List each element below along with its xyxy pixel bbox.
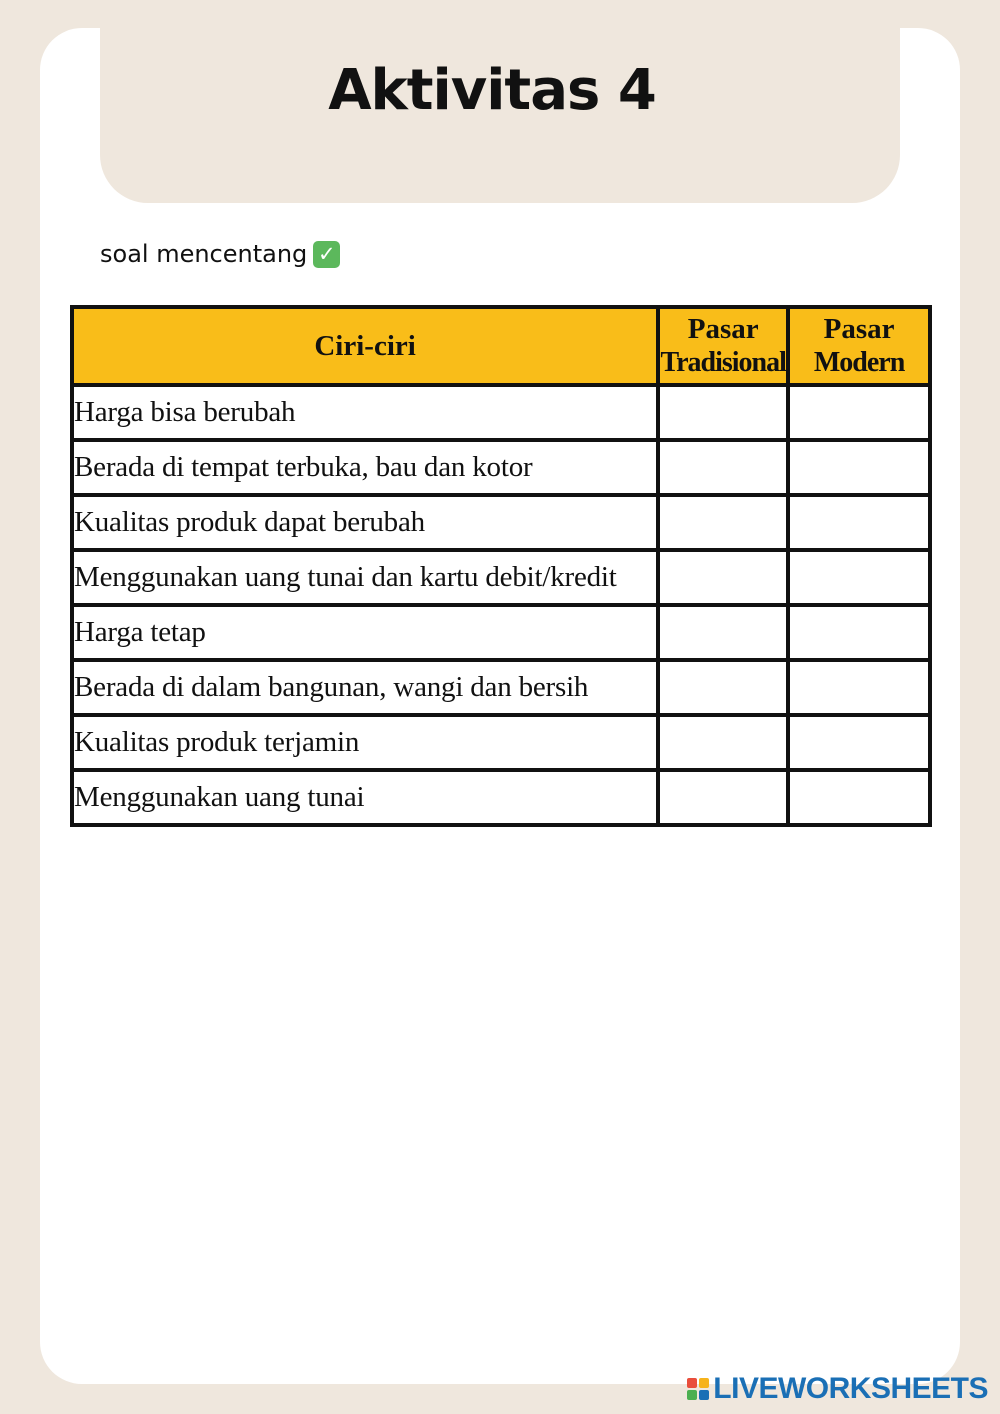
criteria-cell: Kualitas produk terjamin [72,715,658,770]
criteria-cell: Berada di tempat terbuka, bau dan kotor [72,440,658,495]
logo-square-red [687,1378,697,1388]
table-row [72,550,930,605]
table-header-row [72,307,930,385]
modern-checkbox-cell[interactable] [788,660,930,715]
logo-square-green [687,1390,697,1400]
header-modern-line2: Modern [813,347,905,378]
traditional-checkbox-cell[interactable] [658,770,788,825]
instruction [100,240,340,268]
modern-checkbox-cell[interactable] [788,440,930,495]
traditional-checkbox-cell[interactable] [658,495,788,550]
liveworksheets-logo-icon [687,1378,709,1400]
modern-checkbox-cell[interactable] [788,385,930,440]
header-modern-line1: Pasar [823,313,895,345]
instruction-text: soal mencentang [100,240,308,268]
traditional-checkbox-cell[interactable] [658,385,788,440]
traditional-checkbox-cell[interactable] [658,550,788,605]
table-row [72,770,930,825]
table-row [72,440,930,495]
table-row [72,605,930,660]
modern-checkbox-cell[interactable] [788,550,930,605]
traditional-checkbox-cell[interactable] [658,715,788,770]
criteria-cell: Kualitas produk dapat berubah [72,495,658,550]
criteria-cell: Berada di dalam bangunan, wangi dan bersih [72,660,658,715]
check-mark-icon: ✓ [313,241,340,268]
table-row [72,660,930,715]
modern-checkbox-cell[interactable] [788,495,930,550]
table-row [72,715,930,770]
market-table [70,305,932,827]
header-traditional-market [658,307,788,385]
logo-square-yellow [699,1378,709,1388]
page-title: Aktivitas 4 [328,58,656,123]
criteria-cell: Harga tetap [72,605,658,660]
header-criteria: Ciri-ciri [72,307,658,385]
header-traditional-line2: Tradisional [660,347,786,378]
traditional-checkbox-cell[interactable] [658,605,788,660]
logo-square-blue [699,1390,709,1400]
criteria-cell: Menggunakan uang tunai [72,770,658,825]
liveworksheets-brand[interactable] [687,1372,988,1406]
traditional-checkbox-cell[interactable] [658,440,788,495]
modern-checkbox-cell[interactable] [788,715,930,770]
criteria-cell: Menggunakan uang tunai dan kartu debit/kredit [72,550,658,605]
criteria-cell: Harga bisa berubah [72,385,658,440]
header-modern-market [788,307,930,385]
modern-checkbox-cell[interactable] [788,605,930,660]
traditional-checkbox-cell[interactable] [658,660,788,715]
table-row [72,495,930,550]
brand-text: LIVEWORKSHEETS [713,1372,988,1405]
modern-checkbox-cell[interactable] [788,770,930,825]
header-traditional-line1: Pasar [687,313,759,345]
table-row [72,385,930,440]
